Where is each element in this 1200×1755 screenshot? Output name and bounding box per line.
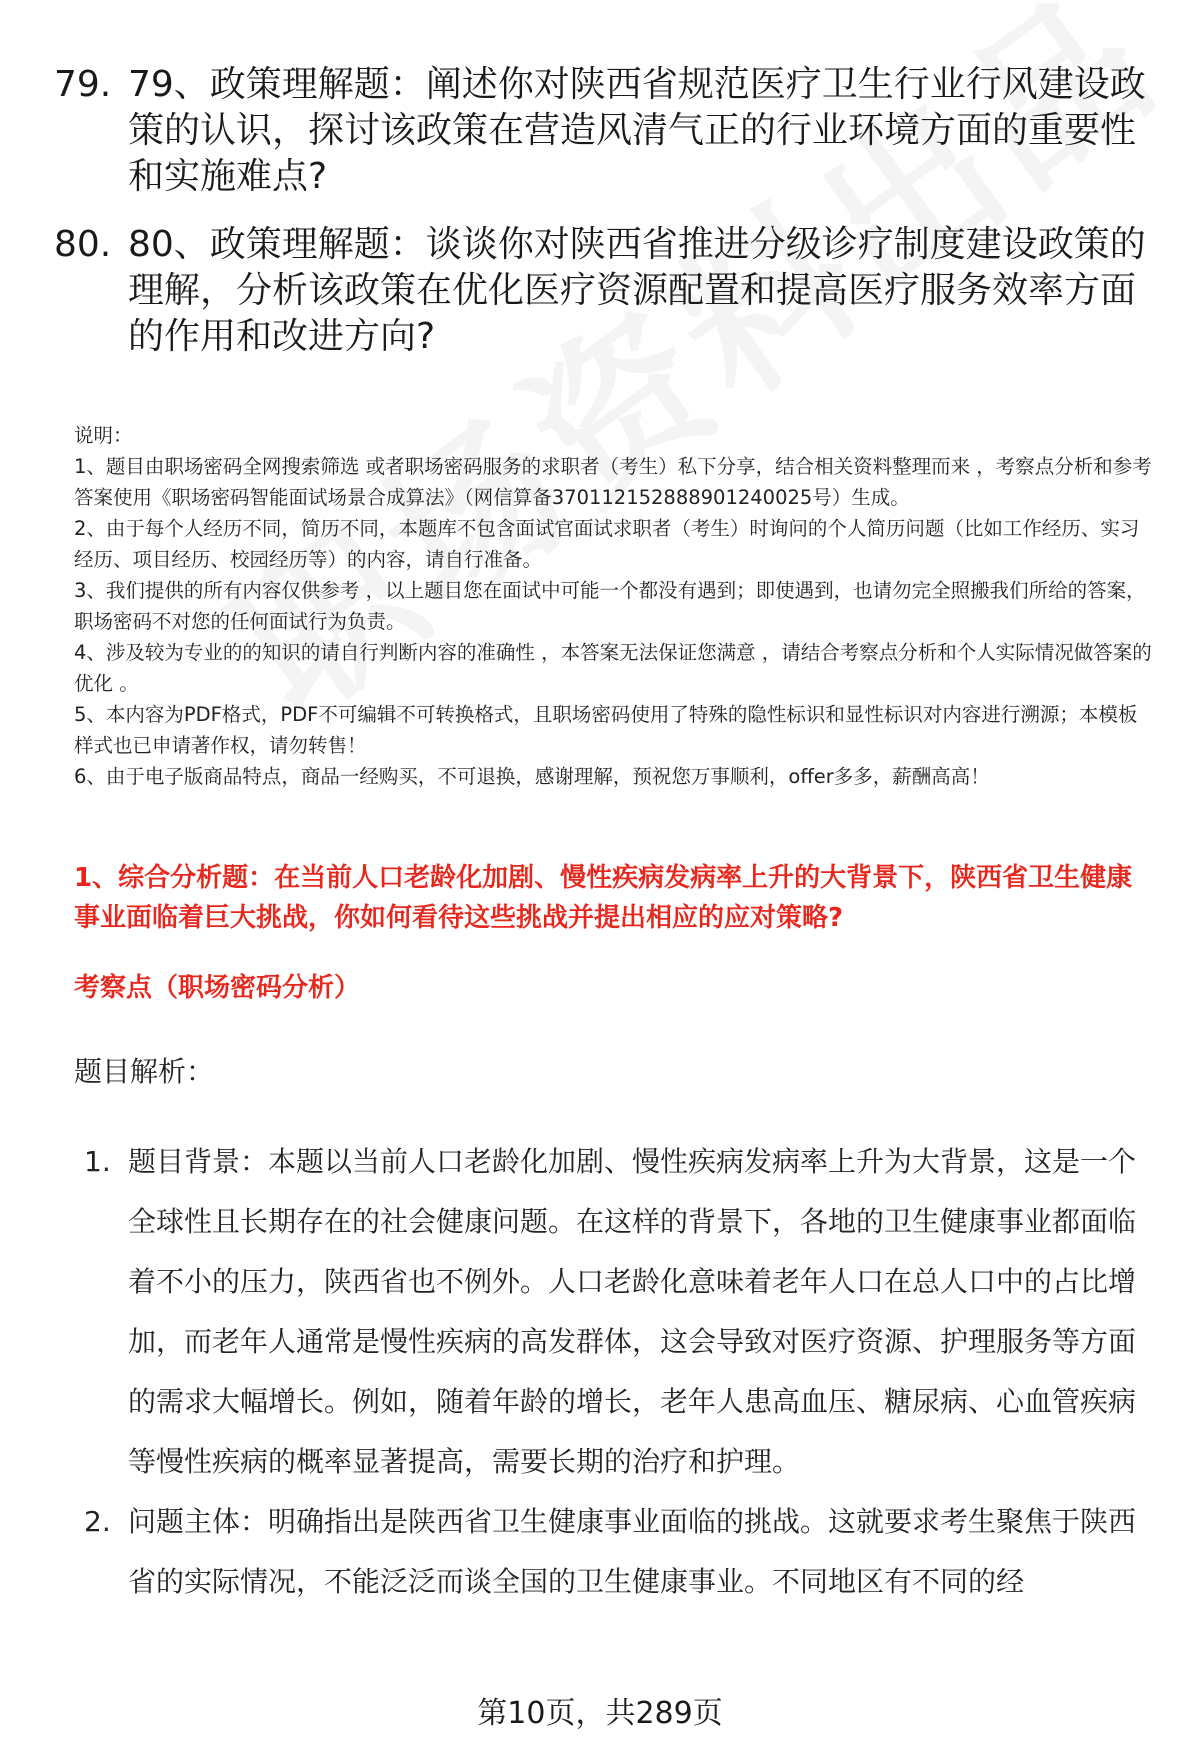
- list-item: [74, 1132, 1154, 1492]
- note-item: 4、涉及较为专业的的知识的请自行判断内容的准确性 ，本答案无法保证您满意 ，请结合考察点分析和个人实际情况做答案的优化 。: [74, 641, 1152, 695]
- section-question-title: 1、综合分析题：在当前人口老龄化加剧、慢性疾病发病率上升的大背景下，陕西省卫生健康事业面临着巨大挑战，你如何看待这些挑战并提出相应的应对策略?: [74, 863, 1133, 933]
- note-item: 1、题目由职场密码全网搜索筛选 或者职场密码服务的求职者（考生）私下分享，结合相关资料整理而来 ，考察点分析和参考答案使用《职场密码智能面试场景合成算法》（网信算备370112152888901240025号）生成。: [74, 455, 1152, 509]
- notes-block: [74, 420, 1154, 792]
- list-item-number: 2.: [84, 1505, 111, 1538]
- question-text: 80、政策理解题：谈谈你对陕西省推进分级诊疗制度建设政策的理解，分析该政策在优化医疗资源配置和提高医疗服务效率方面的作用和改进方向?: [128, 224, 1146, 357]
- analysis-list: [74, 1132, 1154, 1612]
- question-text: 79、政策理解题：阐述你对陕西省规范医疗卫生行业行风建设政策的认识，探讨该政策在营造风清气正的行业环境方面的重要性和实施难点?: [128, 64, 1146, 197]
- question-number: 80.: [54, 224, 112, 265]
- note-item: 3、我们提供的所有内容仅供参考 ，以上题目您在面试中可能一个都没有遇到；即使遇到，也请勿完全照搬我们所给的答案，职场密码不对您的任何面试行为负责。: [74, 579, 1146, 633]
- analysis-label: 题目解析：: [74, 1055, 215, 1088]
- list-item: [74, 1492, 1154, 1612]
- note-item: 2、由于每个人经历不同，简历不同，本题库不包含面试官面试求职者（考生）时询问的个人简历问题（比如工作经历、实习经历、项目经历、校园经历等）的内容，请自行准备。: [74, 517, 1140, 571]
- question-80: [54, 222, 1154, 360]
- question-79: [54, 62, 1154, 200]
- list-item-number: 1.: [84, 1145, 111, 1178]
- examination-point-label: 考察点（职场密码分析）: [74, 973, 361, 1003]
- note-item: 5、本内容为PDF格式，PDF不可编辑不可转换格式，且职场密码使用了特殊的隐性标识和显性标识对内容进行溯源；本模板样式也已申请著作权，请勿转售！: [74, 703, 1138, 757]
- question-number: 79.: [54, 64, 112, 105]
- note-item: 6、由于电子版商品特点，商品一经购买，不可退换，感谢理解，预祝您万事顺利，offer多多，薪酬高高！: [74, 765, 990, 788]
- list-item-text: 题目背景：本题以当前人口老龄化加剧、慢性疾病发病率上升为大背景，这是一个全球性且长期存在的社会健康问题。在这样的背景下，各地的卫生健康事业都面临着不小的压力，陕西省也不例外。人口老龄化意味着老年人口在总人口中的占比增加，而老年人通常是慢性疾病的高发群体，这会导致对医疗资源、护理服务等方面的需求大幅增长。例如，随着年龄的增长，老年人患高血压、糖尿病、心血管疾病等慢性疾病的概率显著提高，需要长期的治疗和护理。: [128, 1145, 1137, 1478]
- page-footer: 第10页，共289页: [477, 1696, 723, 1731]
- notes-heading: 说明：: [74, 424, 133, 447]
- list-item-text: 问题主体：明确指出是陕西省卫生健康事业面临的挑战。这就要求考生聚焦于陕西省的实际情况，不能泛泛而谈全国的卫生健康事业。不同地区有不同的经: [128, 1505, 1137, 1598]
